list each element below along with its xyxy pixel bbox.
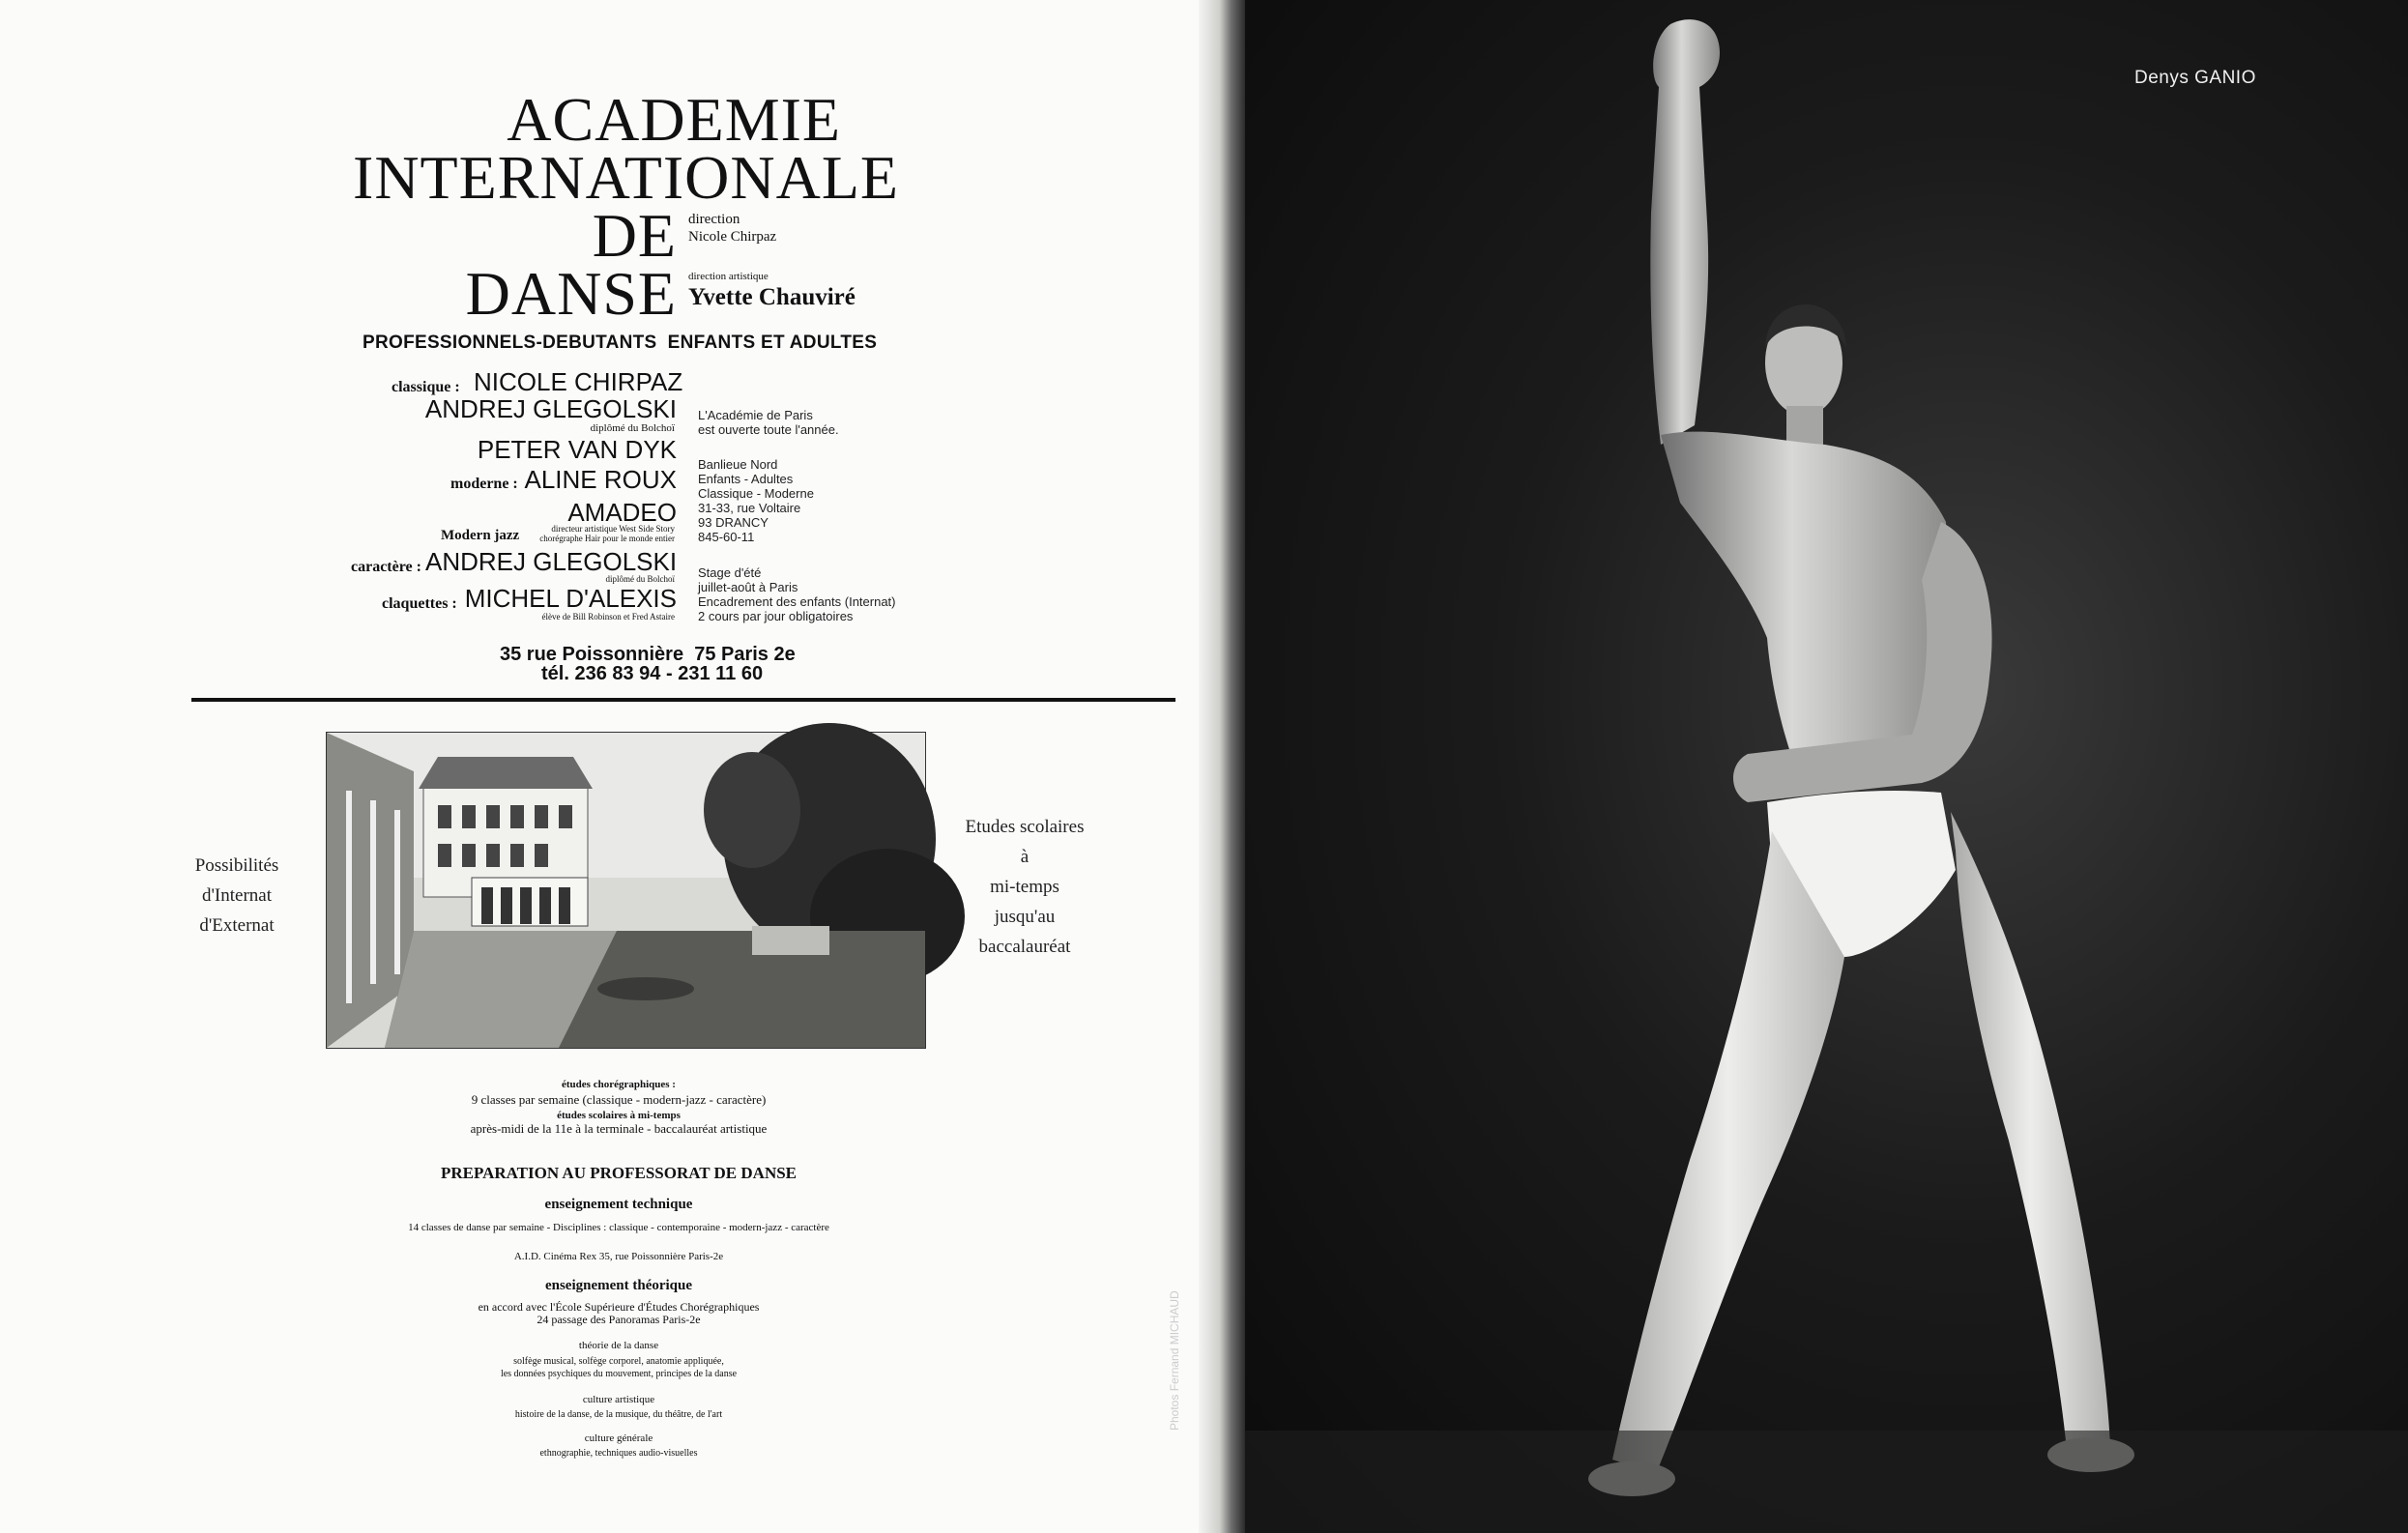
artistic-direction-name: Yvette Chauviré [688, 284, 856, 310]
dalexis-note: élève de Bill Robinson et Fred Astaire [541, 612, 675, 622]
tech-line-2: A.I.D. Cinéma Rex 35, rue Poissonnière Paris-2e [513, 1251, 724, 1262]
info-open-2: est ouverte toute l'année. [698, 422, 839, 437]
classique-label: classique : [392, 379, 460, 395]
side-left-1: Possibilités [194, 855, 279, 876]
dancer-photo [1245, 0, 2408, 1533]
caractere-label: caractère : [351, 559, 421, 575]
etudes-l2: après-midi de la 11e à la terminale - baccalauréat artistique [470, 1121, 768, 1136]
teacher-roux: ALINE ROUX [524, 465, 677, 494]
teacher-amadeo: AMADEO [567, 498, 677, 527]
side-right-2: à [1020, 847, 1030, 867]
culture-heading: culture artistique [582, 1394, 655, 1405]
title-line-3: DE [592, 201, 677, 270]
prep-heading: PREPARATION AU PROFESSORAT DE DANSE [440, 1164, 798, 1182]
side-caption-left [164, 851, 309, 940]
photo-credit: Photos Fernand MICHAUD [1168, 1290, 1181, 1431]
direction-label: direction [688, 212, 740, 227]
info-banlieue-2: Enfants - Adultes [698, 472, 794, 486]
theorie-line-2: les données psychiques du mouvement, principes de la danse [500, 1369, 738, 1379]
info-open-1: L'Académie de Paris [698, 408, 813, 422]
page-gutter [1199, 0, 1245, 1533]
teacher-van-dyk: PETER VAN DYK [477, 435, 677, 464]
info-banlieue-3: Classique - Moderne [698, 486, 814, 501]
artistic-direction-label: direction artistique [688, 271, 769, 282]
side-left-2: d'Internat [201, 885, 272, 906]
info-banlieue-5: 93 DRANCY [698, 515, 769, 530]
title-line-2: INTERNATIONALE [353, 143, 899, 212]
theorie-heading: théorie de la danse [578, 1340, 659, 1351]
moderne-label: moderne : [450, 476, 518, 492]
direction-name: Nicole Chirpaz [688, 229, 777, 245]
building-photo [326, 732, 926, 1049]
right-page [1168, 0, 2408, 1533]
info-stage-1: Stage d'été [698, 565, 762, 580]
info-banlieue-1: Banlieue Nord [698, 457, 778, 472]
title-line-1: ACADEMIE [507, 85, 841, 154]
theo-heading: enseignement théorique [544, 1278, 693, 1293]
tech-line-1: 14 classes de danse par semaine - Disciplines : classique - contemporaine - modern-jazz - caractère [408, 1222, 829, 1233]
info-stage-4: 2 cours par jour obligatoires [698, 609, 854, 623]
info-stage-2: juillet-août à Paris [698, 580, 798, 594]
jazz-label: Modern jazz [441, 528, 520, 543]
side-left-3: d'Externat [199, 915, 275, 936]
side-caption-right [928, 812, 1121, 962]
side-right-3: mi-temps [990, 877, 1059, 897]
theorie-line-1: solfège musical, solfège corporel, anatomie appliquée, [513, 1356, 724, 1367]
caractere-note: diplômé du Bolchoï [605, 574, 675, 584]
info-banlieue-4: 31-33, rue Voltaire [698, 501, 801, 515]
theo-line-2: 24 passage des Panoramas Paris-2e [537, 1313, 701, 1326]
info-stage-3: Encadrement des enfants (Internat) [698, 594, 896, 609]
address: 35 rue Poissonnière 75 Paris 2e [500, 644, 796, 665]
generale-heading: culture générale [584, 1432, 653, 1444]
photo-caption: Denys GANIO [2134, 68, 2256, 88]
side-right-1: Etudes scolaires [965, 817, 1085, 837]
generale-line: ethnographie, techniques audio-visuelles [539, 1448, 698, 1459]
glegolski-note: diplômé du Bolchoï [590, 422, 675, 434]
etudes-l1: 9 classes par semaine (classique - modern-jazz - caractère) [471, 1092, 767, 1107]
teacher-dalexis: MICHEL D'ALEXIS [464, 584, 677, 613]
etudes-h1: études chorégraphiques : [562, 1079, 676, 1090]
dancer-figure-icon [1245, 19, 2408, 1533]
culture-line: histoire de la danse, de la musique, du théâtre, de l'art [514, 1409, 723, 1420]
side-right-4: jusqu'au [994, 907, 1056, 927]
title-line-4: DANSE [465, 259, 677, 328]
tech-heading: enseignement technique [544, 1197, 693, 1212]
etudes-h2: études scolaires à mi-temps [557, 1110, 681, 1121]
claquettes-label: claquettes : [382, 595, 457, 612]
jazz-note-1: directeur artistique West Side Story [551, 524, 675, 534]
tagline: PROFESSIONNELS-DEBUTANTS ENFANTS ET ADULTES [363, 333, 878, 353]
building-photo-icon [327, 733, 925, 1048]
divider-rule [191, 698, 1175, 702]
side-right-5: baccalauréat [978, 937, 1071, 957]
theo-line-1: en accord avec l'École Supérieure d'Études Chorégraphiques [478, 1300, 760, 1314]
teacher-glegolski-2: ANDREJ GLEGOLSKI [425, 547, 678, 576]
info-banlieue-6: 845-60-11 [698, 530, 755, 544]
phone: tél. 236 83 94 - 231 11 60 [541, 663, 764, 684]
teacher-glegolski: ANDREJ GLEGOLSKI [424, 394, 677, 423]
teacher-chirpaz: NICOLE CHIRPAZ [474, 367, 683, 396]
jazz-note-2: chorégraphe Hair pour le monde entier [539, 534, 675, 543]
